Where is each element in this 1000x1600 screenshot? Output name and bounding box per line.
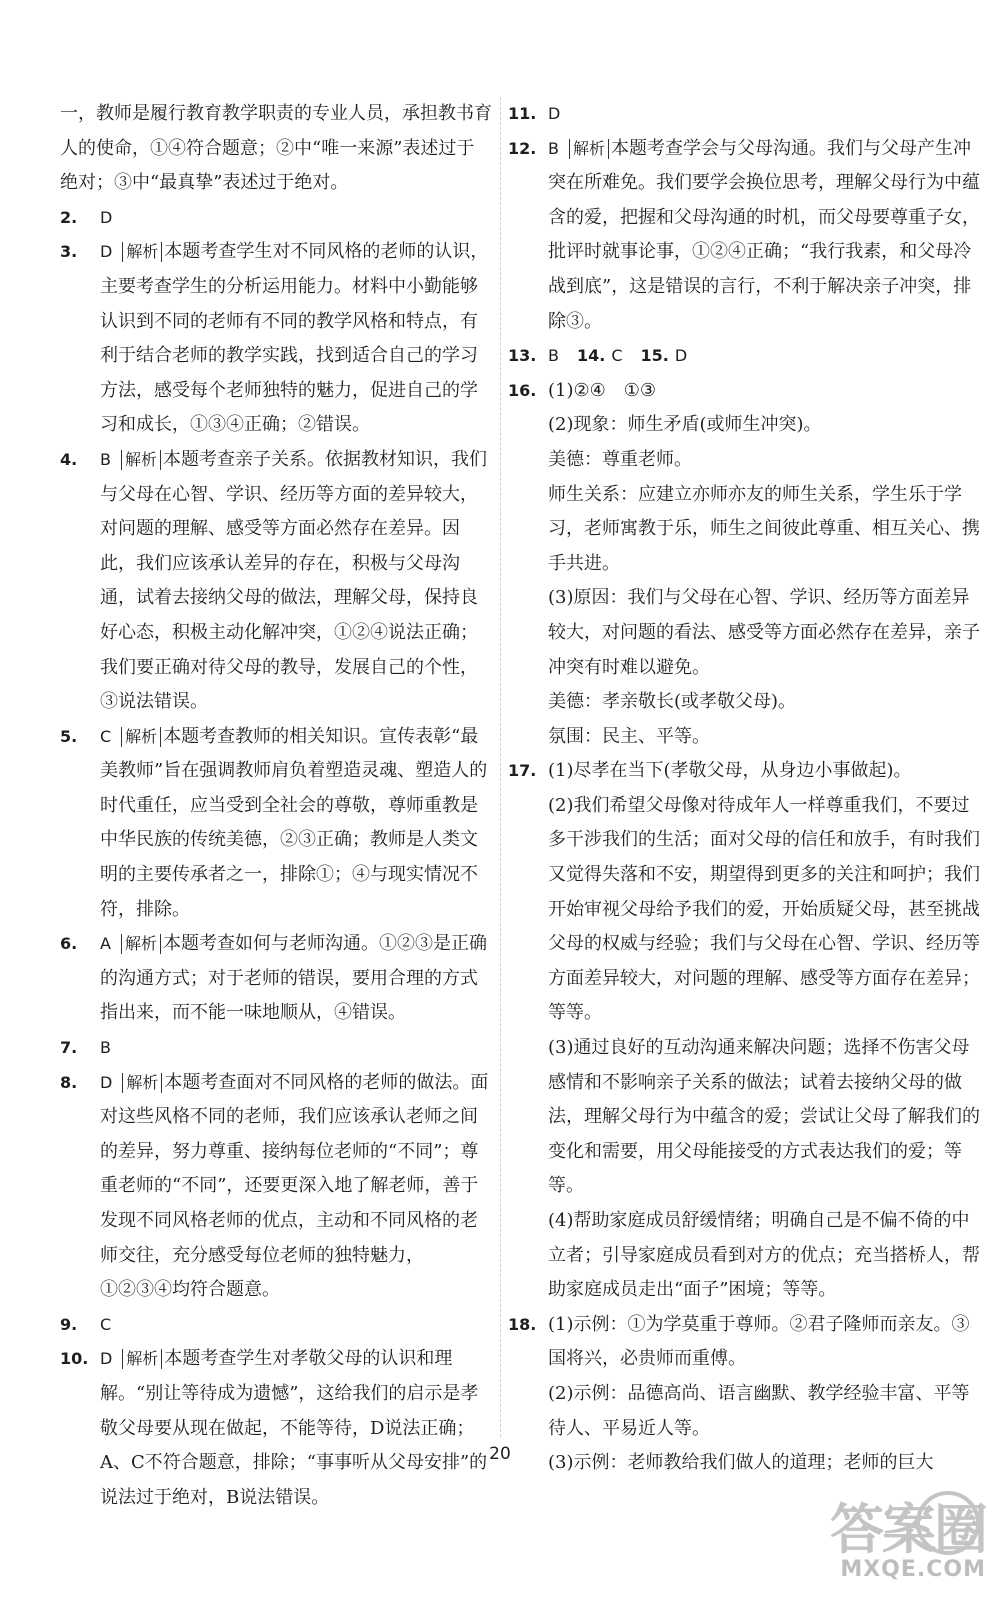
- answer-item-17: [508, 754, 980, 1308]
- column-divider: [500, 97, 501, 1437]
- answer-choice: D: [100, 242, 113, 262]
- right-column: [508, 97, 980, 1481]
- answer-choice: D: [100, 207, 113, 227]
- answer-item-16: [508, 374, 980, 755]
- sub-answer-3: (3)原因：我们与父母在心智、学识、经历等方面差异较大，对问题的看法、感受等方面必然存在差异，亲子冲突有时难以避免。: [548, 587, 980, 678]
- answer-item-4: [60, 443, 492, 720]
- analysis-text: 本题考查教师的相关知识。宣传表彰“最美教师”旨在强调教师肩负着塑造灵魂、塑造人的时代重任，应当受到全社会的尊敬，尊师重教是中华民族的传统美德，②③正确；教师是人类文明的主要传承者之一，排除①；④与现实情况不符，排除。: [100, 725, 488, 920]
- analysis-tag: 解析: [121, 450, 161, 470]
- answer-item-6: [60, 927, 492, 1031]
- analysis-tag: 解析: [121, 934, 161, 954]
- answer-item-5: [60, 720, 492, 928]
- question-number: 13.: [508, 346, 537, 366]
- question-number: 2.: [60, 207, 78, 227]
- answer-item-9: [60, 1308, 492, 1343]
- answer-item-13-15: [508, 339, 980, 374]
- sub-answer-1: (1)示例：①为学莫重于尊师。②君子隆师而亲友。③国将兴，必贵师而重傅。: [548, 1313, 970, 1370]
- question-number: 6.: [60, 934, 78, 954]
- sub-answer-3-atmosphere: 氛围：民主、平等。: [548, 725, 710, 747]
- analysis-text: 本题考查如何与老师沟通。①②③是正确的沟通方式；对于老师的错误，要用合理的方式指出来，而不能一味地顺从，④错误。: [100, 933, 487, 1024]
- answer-choice: B: [548, 138, 559, 158]
- question-number-14: 14.: [576, 346, 606, 366]
- sub-answer-3: (3)示例：老师教给我们做人的道理；老师的巨大: [548, 1452, 934, 1474]
- answer-item-8: [60, 1066, 492, 1308]
- sub-answer-2: (2)示例：品德高尚、语言幽默、教学经验丰富、平等待人、平易近人等。: [548, 1382, 970, 1439]
- page-number: 20: [489, 1444, 511, 1464]
- answer-choice: D: [548, 104, 561, 123]
- sub-answer-3-virtue: 美德：孝亲敬长(或孝敬父母)。: [548, 691, 797, 713]
- question-number: 7.: [60, 1038, 78, 1058]
- question-number: 18.: [508, 1314, 537, 1334]
- question-number: 11.: [508, 104, 537, 123]
- answer-choice: A: [100, 934, 111, 954]
- answer-item-2: [60, 201, 492, 236]
- analysis-text: 本题考查学会与父母沟通。我们与父母产生冲突在所难免。我们要学会换位思考，理解父母行为中蕴含的爱，把握和父母沟通的时机，而父母要尊重子女，批评时就事论事，①②④正确；“我行我素，和父母冷战到底”，这是错误的言行，不利于解决亲子冲突，排除③。: [548, 137, 980, 332]
- sub-answer-2: (2)我们希望父母像对待成年人一样尊重我们，不要过多干涉我们的生活；面对父母的信任和放手，有时我们又觉得失落和不安，期望得到更多的关注和呵护；我们开始审视父母给予我们的爱，开始质疑父母，甚至挑战父母的权威与经验；我们与父母在心智、学识、经历等方面差异较大，对问题的理解、感受等方面存在差异；等等。: [548, 794, 980, 1024]
- sub-answer-2-relation: 师生关系：应建立亦师亦友的师生关系，学生乐于学习，老师寓教于乐，师生之间彼此尊重、相互关心、携手共进。: [548, 483, 980, 574]
- analysis-tag: 解析: [122, 1349, 162, 1369]
- sub-answer-3: (3)通过良好的互动沟通来解决问题；选择不伤害父母感情和不影响亲子关系的做法；试着去接纳父母的做法，理解父母行为中蕴含的爱；尝试让父母了解我们的变化和需要，用父母能接受的方式表达我们的爱；等等。: [548, 1037, 980, 1197]
- sub-answer-4: (4)帮助家庭成员舒缓情绪；明确自己是不偏不倚的中立者；引导家庭成员看到对方的优点；充当搭桥人，帮助家庭成员走出“面子”困境；等等。: [548, 1210, 980, 1301]
- answer-choice: D: [100, 1349, 113, 1369]
- analysis-tag: 解析: [569, 139, 609, 159]
- analysis-tag: 解析: [121, 727, 161, 747]
- watermark-logo: [786, 1487, 986, 1582]
- sub-answer-2-virtue: 美德：尊重老师。: [548, 448, 692, 470]
- answer-item-10: [60, 1342, 492, 1515]
- question-number: 17.: [508, 761, 537, 781]
- question-number-15: 15.: [640, 346, 669, 366]
- question-number: 5.: [60, 726, 78, 746]
- answer-choice-14: C: [611, 346, 623, 366]
- analysis-text: 本题考查亲子关系。依据教材知识，我们与父母在心智、学识、经历等方面的差异较大，对问题的理解、感受等方面必然存在差异。因此，我们应该承认差异的存在，积极与父母沟通，试着去接纳父母的做法，理解父母，保持良好心态，积极主动化解冲突，①②④说法正确；我们要正确对待父母的教导，发展自己的个性，③说法错误。: [100, 448, 487, 713]
- question-number: 4.: [60, 449, 78, 469]
- left-column: [60, 97, 492, 1515]
- sub-answer-1: (1)②④ ①③: [548, 379, 657, 401]
- question-number: 8.: [60, 1072, 78, 1092]
- answer-choice: B: [100, 1038, 111, 1058]
- answer-choice-15: D: [674, 346, 688, 366]
- sub-answer-1: (1)尽孝在当下(孝敬父母，从身边小事做起)。: [548, 760, 912, 782]
- sub-answer-2: (2)现象：师生矛盾(或师生冲突)。: [548, 414, 822, 436]
- watermark-logo-text: 答案圈: [830, 1498, 986, 1561]
- answer-item-11: [508, 97, 980, 132]
- analysis-text: 本题考查面对不同风格的老师的做法。面对这些风格不同的老师，我们应该承认老师之间的差异，努力尊重、接纳每位老师的“不同”；尊重老师的“不同”，还要更深入地了解老师，善于发现不同风格老师的优点，主动和不同风格的老师交往，充分感受每位老师的独特魅力，①②③④均符合题意。: [100, 1071, 489, 1301]
- answer-choice: D: [100, 1072, 113, 1092]
- q1-continuation: 一，教师是履行教育教学职责的专业人员，承担教书育人的使命，①④符合题意；②中“唯一来源”表述过于绝对；③中“最真挚”表述过于绝对。: [60, 103, 492, 194]
- analysis-tag: 解析: [122, 1073, 162, 1093]
- answer-choice: B: [548, 346, 559, 366]
- answer-item-12: [508, 132, 980, 340]
- question-number: 16.: [508, 380, 537, 400]
- analysis-tag: 解析: [122, 242, 162, 262]
- watermark-url: MXQE.COM: [840, 1557, 986, 1582]
- analysis-text: 本题考查学生对孝敬父母的认识和理解。“别让等待成为遗憾”，这给我们的启示是孝敬父母要从现在做起，不能等待，D说法正确；A、C不符合题意，排除；“事事听从父母安排”的说法过于绝对，B说法错误。: [100, 1348, 488, 1508]
- question-number: 3.: [60, 242, 78, 262]
- answer-choice: C: [100, 726, 112, 746]
- question-number: 12.: [508, 138, 537, 158]
- question-number: 10.: [60, 1349, 89, 1369]
- answer-item-7: [60, 1031, 492, 1066]
- question-number: 9.: [60, 1314, 78, 1334]
- answer-item-3: [60, 235, 492, 443]
- answer-choice: C: [100, 1314, 112, 1334]
- analysis-text: 本题考查学生对不同风格的老师的认识，主要考查学生的分析运用能力。材料中小勤能够认识到不同的老师有不同的教学风格和特点，有利于结合老师的教学实践，找到适合自己的学习方法，感受每个老师独特的魅力，促进自己的学习和成长，①③④正确；②错误。: [100, 241, 489, 436]
- answer-choice: B: [100, 449, 111, 469]
